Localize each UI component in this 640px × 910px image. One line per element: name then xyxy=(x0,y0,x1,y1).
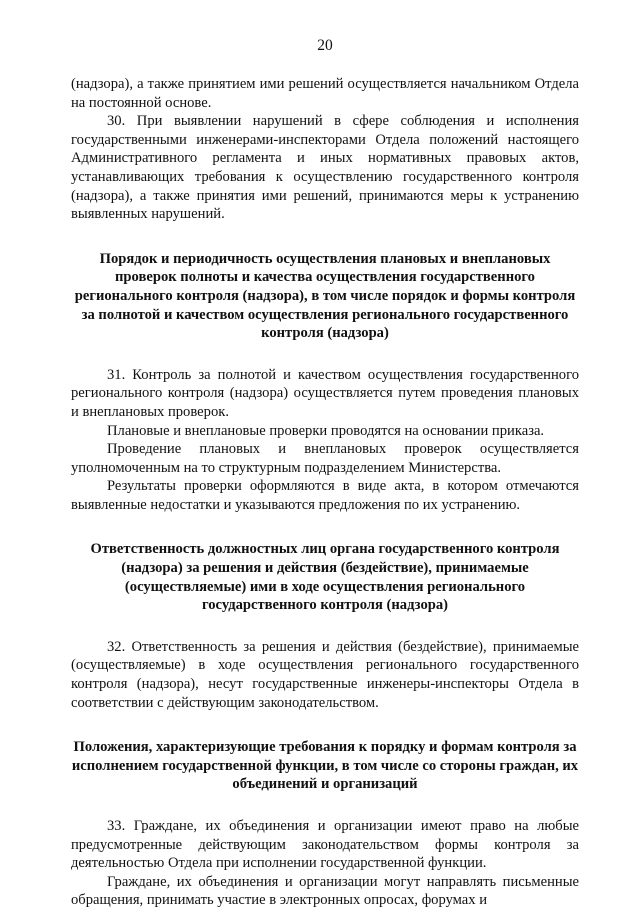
paragraph-30: 30. При выявлении нарушений в сфере соблюдения и исполнения государственными инженерами-инспекторами Отдела положений настоящего Административного регламента и иных нормативных правовых актов, устанавливающих требования к осуществлению государственного контроля (надзора), а также принятия ими решений, принимаются меры к устранению выявленных нарушений. xyxy=(71,113,579,223)
paragraph-33: 33. Граждане, их объединения и организации имеют право на любые предусмотренные действующим законодательством формы контроля за деятельностью Отдела при исполнении государственной функции. xyxy=(71,818,579,872)
paragraph-31-results: Результаты проверки оформляются в виде акта, в котором отмечаются выявленные недостатки и указываются предложения по их устранению. xyxy=(71,478,579,513)
paragraph-31: 31. Контроль за полнотой и качеством осуществления государственного регионального контроля (надзора) осуществляется путем проведения плановых и внеплановых проверок. xyxy=(71,366,579,420)
section-heading-responsibility: Ответственность должностных лиц органа государственного контроля (надзора) за решения и действия (бездействие), принимаемые (осуществляемые) ими в ходе осуществления регионального государственного контроля (надзора) xyxy=(90,541,560,614)
section-heading-public-control: Положения, характеризующие требования к порядку и формам контроля за исполнением государственной функции, в том числе со стороны граждан, их объединений и организаций xyxy=(71,739,579,793)
section-heading-inspections: Порядок и периодичность осуществления плановых и внеплановых проверок полноты и качества осуществления государственного регионального контроля (надзора), в том числе порядок и формы контроля за полнотой и качеством осуществления регионального государственного контроля (надзора) xyxy=(74,250,576,342)
paragraph-33-appeals: Граждане, их объединения и организации могут направлять письменные обращения, принимать участие в электронных опросах, форумах и xyxy=(71,873,579,909)
document-page xyxy=(71,37,579,910)
page-number: 20 xyxy=(317,37,333,54)
paragraph-31-inspections-basis: Плановые и внеплановые проверки проводятся на основании приказа. xyxy=(107,422,545,439)
paragraph-32: 32. Ответственность за решения и действия (бездействие), принимаемые (осуществляемые) в ходе осуществления регионального государственного контроля (надзора), несут государственные инженеры-инспекторы Отдела в соответствии с действующим законодательством. xyxy=(71,638,579,711)
paragraph-continuation: (надзора), а также принятием ими решений осуществляется начальником Отдела на постоянной основе. xyxy=(71,76,579,111)
paragraph-31-inspections-conduct: Проведение плановых и внеплановых проверок осуществляется уполномоченным на то структурным подразделением Министерства. xyxy=(71,441,579,476)
